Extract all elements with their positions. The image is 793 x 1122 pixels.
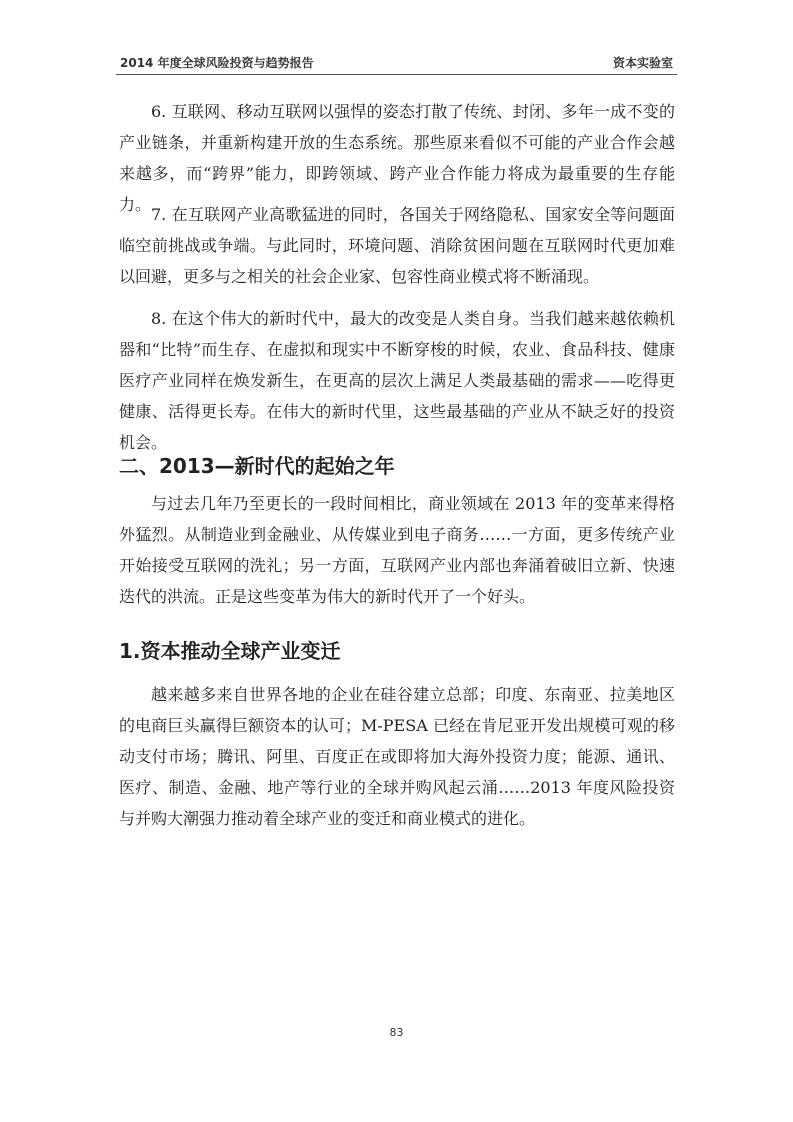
subsection-heading: 1.资本推动全球产业变迁 <box>119 639 341 663</box>
section-intro-paragraph: 与过去几年乃至更长的一段时间相比，商业领域在 2013 年的变革来得格外猛烈。从制造业到金融业、从传媒业到电子商务……一方面，更多传统产业开始接受互联网的洗礼；另一方面，互联网产业内部也奔涌着破旧立新、快速迭代的洪流。正是这些变革为伟大的新时代开了一个好头。 <box>119 494 675 606</box>
publisher-name: 资本实验室 <box>612 56 673 70</box>
paragraph-7: 7. 在互联网产业高歌猛进的同时，各国关于网络隐私、国家安全等问题面临空前挑战或争端。与此同时，环境问题、消除贫困问题在互联网时代更加难以回避，更多与之相关的社会企业家、包容性商业模式将不断涌现。 <box>119 205 675 286</box>
report-title: 2014 年度全球风险投资与趋势报告 <box>120 56 314 70</box>
section-heading: 二、2013—新时代的起始之年 <box>119 454 395 478</box>
subsection-body-paragraph: 越来越多来自世界各地的企业在硅谷建立总部；印度、东南亚、拉美地区的电商巨头赢得巨额资本的认可；M-PESA 已经在肯尼亚开发出规模可观的移动支付市场；腾讯、阿里、百度正在或即将加大海外投资力度；能源、通讯、医疗、制造、金融、地产等行业的全球并购风起云涌……2013 年度风险投资与并购大潮强力推动着全球产业的变迁和商业模式的进化。 <box>119 685 675 828</box>
paragraph-8: 8. 在这个伟大的新时代中，最大的改变是人类自身。当我们越来越依赖机器和“比特”而生存、在虚拟和现实中不断穿梭的时候，农业、食品科技、健康医疗产业同样在焕发新生，在更高的层次上满足人类最基础的需求——吃得更健康、活得更长寿。在伟大的新时代里，这些最基础的产业从不缺乏好的投资机会。 <box>119 309 675 452</box>
page-header <box>116 52 677 75</box>
paragraph-6: 6. 互联网、移动互联网以强悍的姿态打散了传统、封闭、多年一成不变的产业链条，并重新构建开放的生态系统。那些原来看似不可能的产业合作会越来越多，而“跨界”能力，即跨领域、跨产业合作能力将成为最重要的生存能力。 <box>119 102 675 214</box>
page-number: 83 <box>389 1026 404 1039</box>
